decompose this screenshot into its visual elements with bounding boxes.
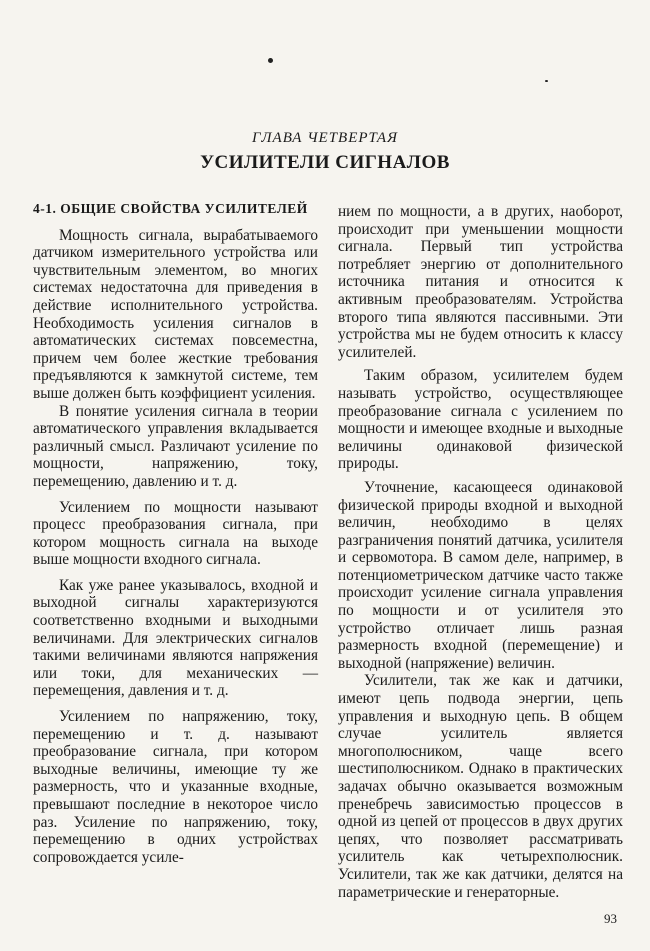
right-column: [338, 203, 623, 901]
paragraph: Мощность сигнала, вырабатываемого датчиком измерительного устройства или чувствительным элементом, во многих системах недостаточна для приведения в действие исполнительного устройства. Необходимость усиления сигналов в автоматических системах повсеместна, причем чем более жесткие требования предъявляются к замкнутой системе, тем выше должен быть коэффициент усиления.: [33, 226, 318, 402]
paragraph: Усилением по напряжению, току, перемещению и т. д. называют преобразование сигнала, при котором выходные величины, имеющие ту же размерность, что и указанные входные, превышают последние в некоторое число раз. Усиление по напряжению, току, перемещению в одних устройствах сопровождается усиле-: [33, 708, 318, 866]
paragraph: Уточнение, касающееся одинаковой физической природы входной и выходной величин, необходимо в целях разграничения понятий датчика, усилителя и сервомотора. В самом деле, например, в потенциометрическом датчике часто также происходит усиление сигнала управления по мощности и от усилителя это устройство отличает лишь разная размерность входной (перемещение) и выходной (напряжение) величин.: [338, 478, 623, 672]
chapter-label: ГЛАВА ЧЕТВЕРТАЯ: [252, 130, 398, 146]
paragraph: Как уже ранее указывалось, входной и выходной сигналы характеризуются соответственно входными и выходными величинами. Для электрических сигналов такими величинами являются напряжения или токи, для механических — перемещения, давления и т. д.: [33, 576, 318, 700]
left-column: [33, 196, 318, 866]
page-number: 93: [604, 911, 617, 926]
paragraph: Таким образом, усилителем будем называть устройство, осуществляющее преобразование сигнала с усилением по мощности и имеющее входные и выходные величины одинаковой физической природы.: [338, 367, 623, 473]
section-heading: 4-1. ОБЩИЕ СВОЙСТВА УСИЛИТЕЛЕЙ: [33, 201, 308, 216]
paragraph: В понятие усиления сигнала в теории автоматического управления вкладывается различный смысл. Различают усиление по мощности, напряжению, току, перемещению, давлению и т. д.: [33, 402, 318, 490]
paragraph: нием по мощности, а в других, наоборот, происходит при уменьшении мощности сигнала. Первый тип устройства потребляет энергию от дополнительного источника питания и относится к активным преобразователям. Устройства второго типа являются пассивными. Эти устройства мы не будем относить к классу усилителей.: [338, 203, 623, 361]
paragraph: Усилители, так же как и датчики, имеют цепь подвода энергии, цепь управления и выходную цепь. В общем случае усилитель является многополюсником, чаще всего шестиполюсником. Однако в практических задачах обычно оказывается возможным пренебречь зависимостью процессов в одной из цепей от процессов в двух других цепях, что позволяет рассматривать усилитель как четырехполюсник. Усилители, так же как датчики, делятся на параметрические и генераторные.: [338, 672, 623, 901]
print-speck: [545, 80, 548, 82]
print-speck: [268, 58, 273, 63]
paragraph: Усилением по мощности называют процесс преобразования сигнала, при котором мощность сигнала на выходе выше мощности входного сигнала.: [33, 498, 318, 569]
chapter-title: УСИЛИТЕЛИ СИГНАЛОВ: [200, 152, 450, 173]
